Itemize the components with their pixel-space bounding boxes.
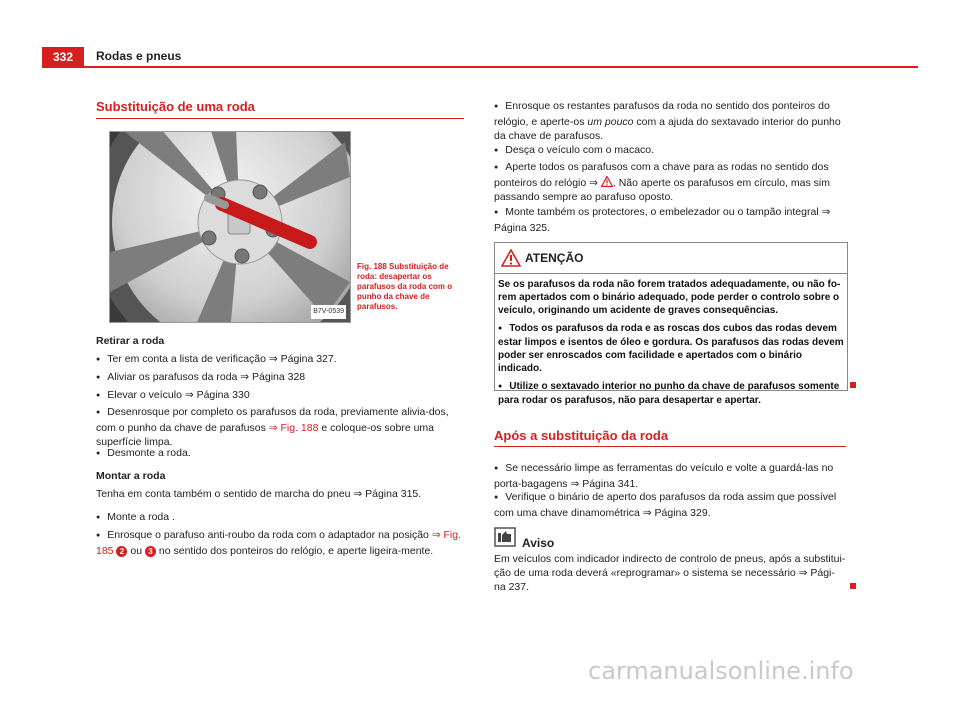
wheel-figure	[109, 131, 351, 323]
item-text: Desenrosque por completo os parafusos da roda, previamente alivia-dos, com o punho da chave de parafusos	[96, 406, 449, 434]
item-text: ou	[127, 545, 145, 557]
list-item: ● Desmonte a roda.	[96, 446, 464, 462]
section-heading-rule	[494, 446, 846, 447]
warning-item: ● Todos os parafusos da roda e as roscas dos cubos das rodas devem estar limpos e isentos de óleo e gordura. Os parafusos das rodas devem poder ser enroscados com facilidade e apertados com o binário indicado.	[498, 322, 844, 375]
warning-icon[interactable]	[601, 176, 613, 187]
warning-triangle-icon	[501, 249, 521, 267]
retirar-title: Retirar a roda	[96, 335, 165, 347]
section-heading-rule	[96, 118, 464, 119]
list-item: ● Monte a roda .	[96, 510, 464, 526]
watermark: carmanualsonline.info	[588, 657, 854, 685]
montar-title: Montar a roda	[96, 470, 166, 482]
fig-link[interactable]: ⇒ Fig. 185	[96, 529, 462, 557]
warning-header	[495, 243, 847, 274]
warning-title: ATENÇÃO	[525, 251, 584, 265]
figure-code: B7V-0539	[311, 305, 346, 319]
note-title: Aviso	[522, 536, 555, 550]
list-item: ● Ter em conta a lista de verificação ⇒ Página 327.	[96, 352, 464, 368]
item-text: Enrosque os restantes parafusos da roda no sentido dos ponteiros do relógio, e aperte-os	[494, 100, 830, 128]
section-end-marker	[850, 382, 856, 388]
list-item: ● Monte também os protectores, o embelezador ou o tampão integral ⇒ Página 325.	[494, 205, 846, 235]
list-item	[494, 99, 846, 143]
section-heading: Após a substituição da roda	[494, 428, 669, 443]
header-rule	[42, 66, 918, 68]
section-end-marker	[850, 583, 856, 589]
item-text: . Não aperte os parafusos em círculo, mas sim passando sempre ao parafuso oposto.	[494, 177, 830, 203]
list-item: ● Desça o veículo com o macaco.	[494, 143, 846, 159]
list-item: ● Verifique o binário de aperto dos parafusos da roda assim que possível com uma chave dinamométrica ⇒ Página 329.	[494, 490, 846, 520]
list-item	[96, 528, 464, 558]
item-text: e coloque-os sobre uma superfície limpa.	[96, 422, 435, 448]
list-item: ● Se necessário limpe as ferramentas do veículo e volte a guardá-las no porta-bagagens ⇒ Página 341.	[494, 461, 846, 491]
running-title: Rodas e pneus	[96, 49, 182, 63]
warning-item: ● Utilize o sextavado interior no punho da chave de parafusos somente para rodar os parafusos, não para desapertar e apertar.	[498, 380, 844, 407]
page-number: 332	[42, 47, 84, 67]
note-icon	[494, 527, 516, 547]
list-item	[494, 160, 846, 204]
item-text: Aperte todos os parafusos com a chave para as rodas no sentido dos ponteiros do relógio ⇒	[494, 161, 829, 189]
warning-box	[494, 242, 848, 406]
figure-caption: Fig. 188 Substituição de roda: desapertar os parafusos da roda com o punho da chave de parafusos.	[357, 262, 453, 311]
position-number: 3	[145, 546, 156, 557]
position-number: 2	[116, 546, 127, 557]
fig-link[interactable]: ⇒ Fig. 188	[268, 422, 319, 434]
list-item: ● Elevar o veículo ⇒ Página 330	[96, 388, 464, 404]
note-text: Em veículos com indicador indirecto de controlo de pneus, após a substitui-ção de uma roda deverá «reprogramar» o sistema se necessário ⇒ Pági-na 237.	[494, 553, 846, 593]
list-item	[96, 405, 464, 449]
warning-body	[495, 274, 847, 407]
warning-intro: Se os parafusos da roda não forem tratados adequadamente, ou não fo-rem apertados com o binário adequado, pode perder o controlo sobre o veículo, originando um acidente de graves consequências.	[498, 279, 841, 316]
item-emphasis: um pouco	[587, 116, 634, 128]
item-text: Enrosque o parafuso anti-roubo da roda com o adaptador na posição	[107, 529, 432, 541]
item-text: no sentido dos ponteiros do relógio, e aperte ligeira-mente.	[155, 545, 434, 557]
section-heading: Substituição de uma roda	[96, 99, 255, 114]
montar-intro: Tenha em conta também o sentido de marcha do pneu ⇒ Página 315.	[96, 488, 422, 500]
list-item: ● Aliviar os parafusos da roda ⇒ Página 328	[96, 370, 464, 386]
wheel-illustration	[110, 132, 350, 322]
item-text: com a ajuda do sextavado interior do punho da chave de parafusos.	[494, 116, 841, 142]
